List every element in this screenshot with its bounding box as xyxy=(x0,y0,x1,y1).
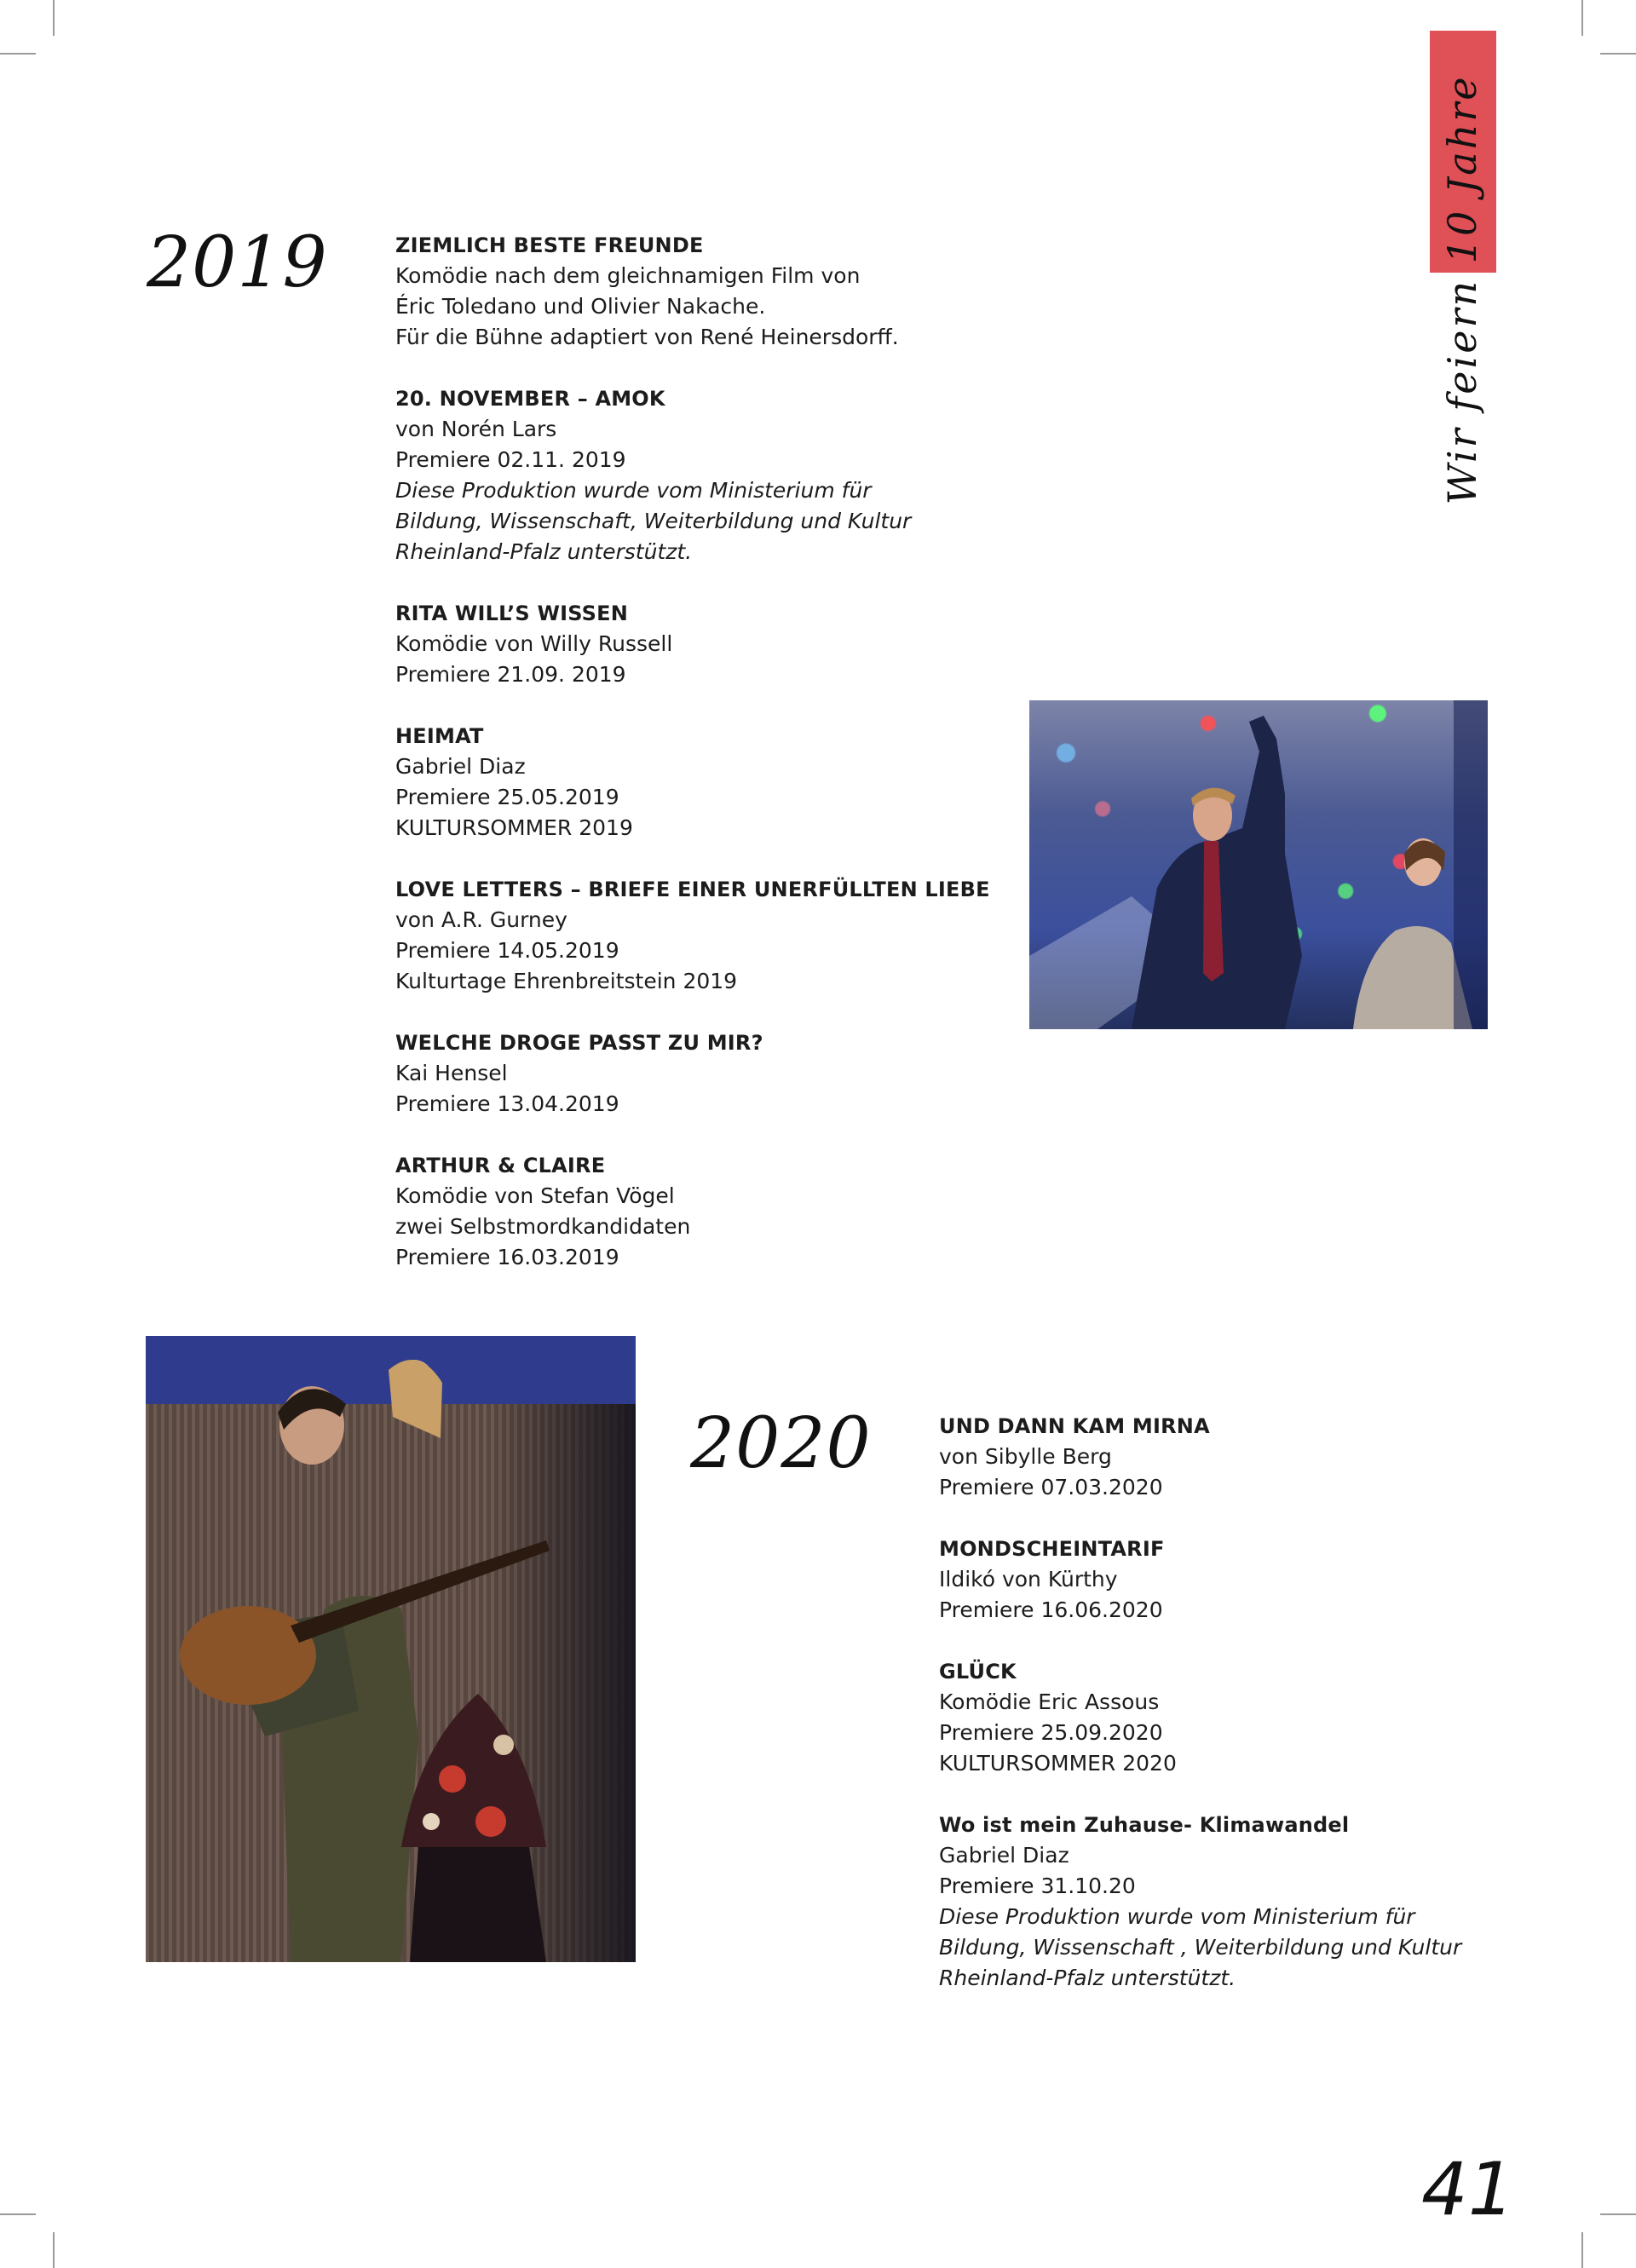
stage-photo-illustration xyxy=(1029,700,1488,1029)
production-detail: Premiere 07.03.2020 xyxy=(939,1475,1163,1500)
production-detail: Für die Bühne adaptiert von René Heinersdorff. xyxy=(395,325,899,349)
crop-mark xyxy=(53,0,55,36)
year-heading: 2020 xyxy=(690,1403,872,1484)
production-detail: Gabriel Diaz xyxy=(395,754,526,779)
production-detail: Ildikó von Kürthy xyxy=(939,1567,1118,1592)
production-detail: Premiere 31.10.20 xyxy=(939,1874,1136,1898)
production-detail: Premiere 16.06.2020 xyxy=(939,1597,1163,1622)
production-entry xyxy=(939,1411,1461,1503)
production-detail: Premiere 02.11. 2019 xyxy=(395,447,626,472)
production-title: MONDSCHEINTARIF xyxy=(939,1537,1165,1561)
production-detail: Komödie Eric Assous xyxy=(939,1689,1160,1714)
production-detail: von Sibylle Berg xyxy=(939,1444,1112,1469)
year-heading: 2019 xyxy=(147,222,328,303)
production-title: RITA WILL’S WISSEN xyxy=(395,602,629,625)
production-title: WELCHE DROGE PASST ZU MIR? xyxy=(395,1031,763,1055)
production-detail: Premiere 13.04.2019 xyxy=(395,1091,619,1116)
production-title: 20. NOVEMBER – AMOK xyxy=(395,387,665,411)
production-title: HEIMAT xyxy=(395,724,484,748)
production-title: GLÜCK xyxy=(939,1660,1017,1684)
productions-2019 xyxy=(395,230,990,1304)
production-detail: Gabriel Diaz xyxy=(939,1843,1069,1868)
production-title: ARTHUR & CLAIRE xyxy=(395,1154,606,1177)
production-entry xyxy=(939,1656,1461,1779)
crop-mark xyxy=(1581,0,1583,36)
production-detail: Komödie von Stefan Vögel xyxy=(395,1183,675,1208)
production-title: Wo ist mein Zuhause- Klimawandel xyxy=(939,1813,1350,1837)
stage-photo-illustration xyxy=(146,1336,636,1962)
production-entry xyxy=(395,383,990,567)
production-title: LOVE LETTERS – BRIEFE EINER UNERFÜLLTEN LIEBE xyxy=(395,878,990,901)
production-detail: KULTURSOMMER 2019 xyxy=(395,815,633,840)
production-detail: Premiere 21.09. 2019 xyxy=(395,662,626,687)
crop-mark xyxy=(1600,2213,1636,2215)
production-detail: Premiere 25.09.2020 xyxy=(939,1720,1163,1745)
production-entry xyxy=(939,1534,1461,1626)
crop-mark xyxy=(0,2213,36,2215)
production-title: ZIEMLICH BESTE FREUNDE xyxy=(395,233,704,257)
productions-2020 xyxy=(939,1411,1461,2024)
production-detail: Komödie von Willy Russell xyxy=(395,631,673,656)
production-entry xyxy=(395,721,990,843)
funding-note: Diese Produktion wurde vom Ministerium für xyxy=(939,1904,1415,1929)
production-detail: zwei Selbstmordkandidaten xyxy=(395,1214,691,1239)
anniversary-ribbon-text: Wir feiern 10 Jahre xyxy=(1439,74,1485,505)
funding-note: Rheinland-Pfalz unterstützt. xyxy=(395,539,693,564)
page-number: 41 xyxy=(1421,2147,1515,2232)
production-entry xyxy=(395,230,990,353)
funding-note: Bildung, Wissenschaft , Weiterbildung und Kultur xyxy=(939,1935,1462,1960)
production-detail: Premiere 25.05.2019 xyxy=(395,785,619,809)
funding-note: Bildung, Wissenschaft, Weiterbildung und Kultur xyxy=(395,509,912,533)
funding-note: Rheinland-Pfalz unterstützt. xyxy=(939,1966,1236,1990)
production-detail: Premiere 14.05.2019 xyxy=(395,938,619,963)
production-detail: KULTURSOMMER 2020 xyxy=(939,1751,1177,1776)
production-entry xyxy=(395,1028,990,1120)
production-detail: Premiere 16.03.2019 xyxy=(395,1245,619,1269)
crop-mark xyxy=(53,2232,55,2268)
production-entry xyxy=(395,1150,990,1273)
production-detail: Éric Toledano und Olivier Nakache. xyxy=(395,294,766,319)
stage-photo-guitar xyxy=(146,1336,636,1962)
production-detail: von Norén Lars xyxy=(395,417,557,441)
stage-photo-dancing xyxy=(1029,700,1488,1029)
production-detail: Komödie nach dem gleichnamigen Film von xyxy=(395,263,861,288)
production-entry xyxy=(395,874,990,997)
production-entry xyxy=(939,1810,1461,1994)
production-detail: von A.R. Gurney xyxy=(395,907,567,932)
crop-mark xyxy=(0,53,36,55)
production-detail: Kai Hensel xyxy=(395,1061,508,1085)
production-entry xyxy=(395,598,990,690)
crop-mark xyxy=(1600,53,1636,55)
crop-mark xyxy=(1581,2232,1583,2268)
funding-note: Diese Produktion wurde vom Ministerium für xyxy=(395,478,872,503)
production-detail: Kulturtage Ehrenbreitstein 2019 xyxy=(395,969,738,993)
production-title: UND DANN KAM MIRNA xyxy=(939,1414,1210,1438)
